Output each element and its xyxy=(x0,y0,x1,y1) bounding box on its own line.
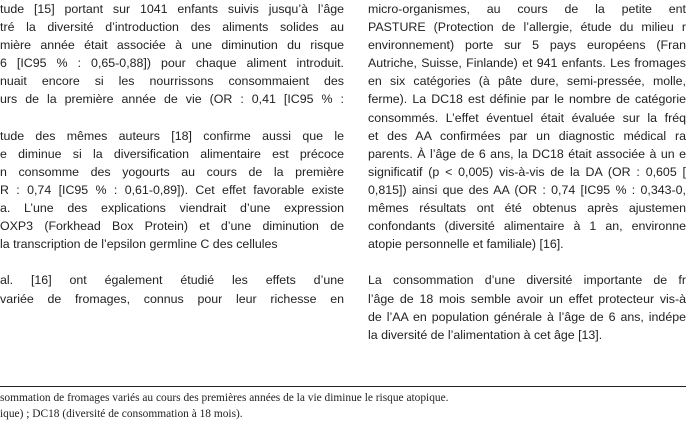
paragraph-gap xyxy=(0,109,344,127)
text-line: tude [15] portant sur 1041 enfants suivis jusqu’à l’âge xyxy=(0,2,344,16)
text-line: de l’AA en population générale à l’âge de 6 ans, indépe xyxy=(368,309,686,324)
caption-separator-rule xyxy=(0,386,686,387)
right-paragraph-1 xyxy=(368,0,686,253)
left-text-column xyxy=(0,0,344,308)
text-line: e diminue si la diversification alimentaire est précoce xyxy=(0,146,344,161)
text-line: l’âge de 18 mois semble avoir un effet protecteur vis-à xyxy=(368,291,686,306)
text-line: 0,815]) ainsi que des AA (OR : 0,74 [IC95 % : 0,343-0, xyxy=(368,182,686,197)
left-paragraph-1 xyxy=(0,0,344,109)
text-line: PASTURE (Protection de l’allergie, étude du milieu r xyxy=(368,20,686,35)
text-line: tré la diversité d’introduction des aliments solides au xyxy=(0,20,344,35)
right-paragraph-2 xyxy=(368,271,686,343)
text-line: a. L’une des explications viendrait d’une expression xyxy=(0,201,344,216)
figure-caption xyxy=(0,391,686,422)
text-line: variée de fromages, connus pour leur richesse en xyxy=(0,291,344,306)
paragraph-gap xyxy=(368,253,686,271)
text-line: en six catégories (à pâte dure, semi-pressée, molle, xyxy=(368,74,686,89)
text-line: urs de la première année de vie (OR : 0,41 [IC95 % : xyxy=(0,92,344,107)
right-text-column xyxy=(368,0,686,344)
text-line: et des AA confirmées par un diagnostic médical ra xyxy=(368,128,686,143)
text-line: ferme). La DC18 est définie par le nombre de catégorie xyxy=(368,92,686,107)
text-line: parents. À l’âge de 6 ans, la DC18 était associée à un e xyxy=(368,146,686,161)
text-line: 6 [IC95 % : 0,65-0,88]) pour chaque aliment introduit. xyxy=(0,56,344,71)
text-line: micro-organismes, au cours de la petite ent xyxy=(368,2,686,16)
text-line: R : 0,74 [IC95 % : 0,61-0,89]). Cet effet favorable existe xyxy=(0,182,344,197)
text-line: OXP3 (Forkhead Box Protein) et d’une diminution de xyxy=(0,219,344,234)
text-line: mêmes résultats ont été obtenus après ajustemen xyxy=(368,201,686,216)
text-line: nuait encore si les nourrissons consommaient des xyxy=(0,74,344,89)
text-line: Autriche, Suisse, Finlande) et 941 enfants. Les fromages xyxy=(368,56,686,71)
text-line: significatif (p < 0,005) vis-à-vis de la DA (OR : 0,605 [ xyxy=(368,164,686,179)
text-line: environnement) porte sur 5 pays européens (Fran xyxy=(368,38,686,53)
caption-line: sommation de fromages variés au cours des premières années de la vie diminue le risque atopique. xyxy=(0,392,449,404)
text-line: atopie personnelle et familiale) [16]. xyxy=(368,237,564,252)
text-line: n consomme des yogourts au cours de la première xyxy=(0,164,344,179)
text-line: al. [16] ont également étudié les effets d’une xyxy=(0,273,344,288)
left-paragraph-3 xyxy=(0,271,344,307)
paragraph-gap xyxy=(0,253,344,271)
text-line: confondants (diversité alimentaire à 1 an, environne xyxy=(368,219,686,234)
text-line: tude des mêmes auteurs [18] confirme aussi que le xyxy=(0,128,344,143)
text-line: mière année était associée à une diminution du risque xyxy=(0,38,344,53)
text-line: la diversité de l’alimentation à cet âge [13]. xyxy=(368,327,603,342)
text-line: la transcription de l’epsilon germline C des cellules xyxy=(0,237,278,252)
text-line: consommés. L’effet éventuel était évaluée sur la fréq xyxy=(368,110,686,125)
left-paragraph-2 xyxy=(0,127,344,254)
text-line: La consommation d’une diversité importante de fr xyxy=(368,273,686,288)
caption-line: ique) ; DC18 (diversité de consommation à 18 mois). xyxy=(0,407,243,420)
